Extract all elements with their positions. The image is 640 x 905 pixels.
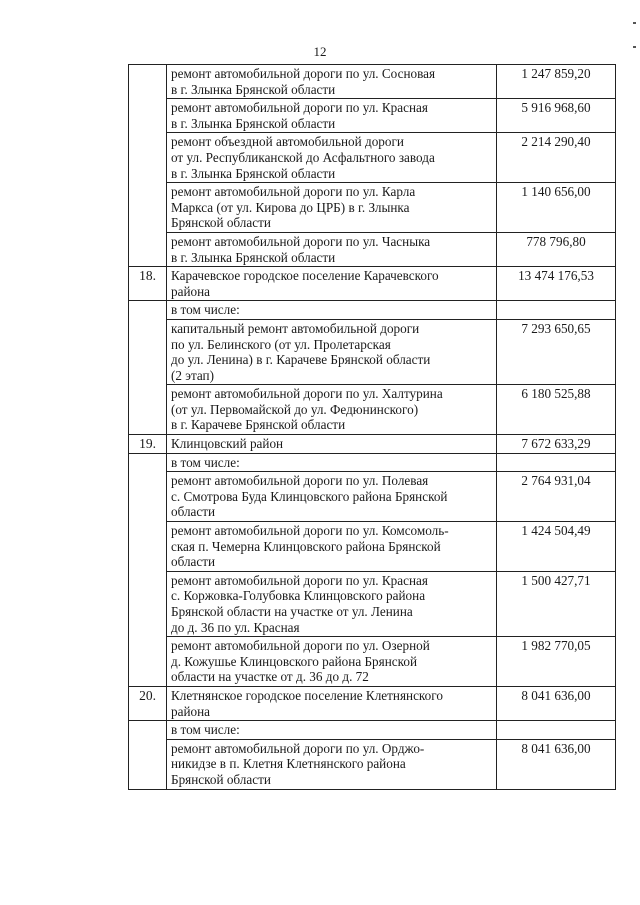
amount-cell xyxy=(497,721,616,740)
table-row xyxy=(129,686,616,720)
item-name-line: ремонт автомобильной дороги по ул. Сосновая xyxy=(171,66,436,81)
scan-edge-mark xyxy=(633,22,636,24)
table-row xyxy=(129,183,616,233)
item-name-line: ремонт автомобильной дороги по ул. Красная xyxy=(171,100,428,116)
item-name-cell xyxy=(167,686,497,720)
item-name-line: Клинцовский район xyxy=(171,436,284,452)
item-name-cell xyxy=(167,472,497,522)
table-row xyxy=(129,522,616,572)
table-row xyxy=(129,472,616,522)
item-name-cell xyxy=(167,99,497,133)
amount-cell: 2 764 931,04 xyxy=(497,472,616,522)
amount-cell: 5 916 968,60 xyxy=(497,99,616,133)
item-name-line: ремонт автомобильной дороги по ул. Орджо- xyxy=(171,740,425,756)
table-row xyxy=(129,385,616,435)
table-row xyxy=(129,65,616,99)
item-name-cell xyxy=(167,133,497,183)
item-name-line: по ул. Белинского (от ул. Пролетарская xyxy=(171,336,391,352)
item-name-cell xyxy=(167,267,497,301)
row-number-cell: 18. xyxy=(129,267,167,301)
page-number: 12 xyxy=(313,44,327,59)
item-name-cell xyxy=(167,183,497,233)
amount-cell xyxy=(497,453,616,472)
row-number-cell xyxy=(129,721,167,789)
amount-cell: 8 041 636,00 xyxy=(497,739,616,789)
amount-cell xyxy=(497,301,616,320)
table-row xyxy=(129,232,616,266)
item-name-cell xyxy=(167,385,497,435)
table-row xyxy=(129,435,616,454)
item-name-line: в том числе: xyxy=(171,302,240,318)
item-name-line: до д. 36 по ул. Красная xyxy=(171,619,300,635)
table-row xyxy=(129,133,616,183)
item-name-line: Клетнянское городское поселение Клетнянского xyxy=(171,687,443,703)
item-name-line: Карачевское городское поселение Карачевского xyxy=(171,268,439,284)
row-number-cell: 20. xyxy=(129,686,167,720)
item-name-line: в г. Злынка Брянской области xyxy=(171,115,336,131)
item-name-line: ремонт автомобильной дороги по ул. Карла xyxy=(171,184,416,200)
item-name-line: ская п. Чемерна Клинцовского района Брянской xyxy=(171,538,441,554)
item-name-cell xyxy=(167,301,497,320)
table-row xyxy=(129,453,616,472)
table-row xyxy=(129,721,616,740)
row-number-cell xyxy=(129,301,167,435)
item-name-line: ремонт автомобильной дороги по ул. Озерной xyxy=(171,638,430,654)
item-name-cell xyxy=(167,65,497,99)
table-row xyxy=(129,301,616,320)
item-name-line: в г. Злынка Брянской области xyxy=(171,165,336,181)
item-name-line: Брянской области на участке от ул. Ленина xyxy=(171,604,413,619)
road-repair-funding-table xyxy=(128,64,616,790)
item-name-line: до ул. Ленина) в г. Карачеве Брянской области xyxy=(171,352,431,368)
item-name-line: никидзе в п. Клетня Клетнянского района xyxy=(171,756,406,772)
item-name-line: (от ул. Первомайской до ул. Федюнинского) xyxy=(171,401,419,417)
item-name-line: Маркса (от ул. Кирова до ЦРБ) в г. Злынка xyxy=(171,199,410,215)
item-name-line: области xyxy=(171,504,216,520)
item-name-cell xyxy=(167,522,497,572)
item-name-cell xyxy=(167,721,497,740)
row-number-cell xyxy=(129,65,167,267)
item-name-cell xyxy=(167,739,497,789)
amount-cell: 1 982 770,05 xyxy=(497,637,616,687)
item-name-line: области на участке от д. 36 до д. 72 xyxy=(171,669,369,685)
item-name-cell xyxy=(167,571,497,636)
row-number-cell: 19. xyxy=(129,435,167,454)
item-name-line: района xyxy=(171,283,211,299)
item-name-cell xyxy=(167,637,497,687)
item-name-cell xyxy=(167,435,497,454)
item-name-line: д. Кожушье Клинцовского района Брянской xyxy=(171,653,418,669)
item-name-line: капитальный ремонт автомобильной дороги xyxy=(171,320,420,336)
table-row xyxy=(129,267,616,301)
item-name-line: ремонт автомобильной дороги по ул. Красная xyxy=(171,572,428,588)
item-name-line: ремонт автомобильной дороги по ул. Халтурина xyxy=(171,386,443,402)
amount-cell: 6 180 525,88 xyxy=(497,385,616,435)
scan-edge-mark xyxy=(633,46,636,48)
item-name-line: области xyxy=(171,554,216,570)
item-name-line: ремонт объездной автомобильной дороги xyxy=(171,134,404,150)
item-name-line: с. Смотрова Буда Клинцовского района Брянской xyxy=(171,488,448,504)
table-row xyxy=(129,99,616,133)
table-row xyxy=(129,571,616,636)
item-name-cell xyxy=(167,319,497,384)
amount-cell: 7 293 650,65 xyxy=(497,319,616,384)
table-row xyxy=(129,319,616,384)
item-name-cell xyxy=(167,453,497,472)
amount-cell: 1 140 656,00 xyxy=(497,183,616,233)
amount-cell: 1 424 504,49 xyxy=(497,522,616,572)
item-name-line: ремонт автомобильной дороги по ул. Полевая xyxy=(171,473,429,489)
item-name-line: ремонт автомобильной дороги по ул. Комсомоль- xyxy=(171,523,449,539)
amount-cell: 1 500 427,71 xyxy=(497,571,616,636)
item-name-line: в г. Злынка Брянской области xyxy=(171,249,336,265)
table-row xyxy=(129,739,616,789)
amount-cell: 2 214 290,40 xyxy=(497,133,616,183)
amount-cell: 778 796,80 xyxy=(497,232,616,266)
item-name-line: Брянской области xyxy=(171,215,271,231)
item-name-line: ремонт автомобильной дороги по ул. Часныка xyxy=(171,233,431,249)
item-name-line: в г. Карачеве Брянской области xyxy=(171,417,346,433)
row-number-cell xyxy=(129,453,167,686)
item-name-line: от ул. Республиканской до Асфальтного завода xyxy=(171,149,435,165)
table-body xyxy=(129,65,616,790)
amount-cell: 8 041 636,00 xyxy=(497,686,616,720)
item-name-cell xyxy=(167,232,497,266)
amount-cell: 13 474 176,53 xyxy=(497,267,616,301)
item-name-line: в том числе: xyxy=(171,454,240,470)
item-name-line: района xyxy=(171,703,211,719)
item-name-line: (2 этап) xyxy=(171,367,214,383)
table-row xyxy=(129,637,616,687)
item-name-line: с. Коржовка-Голубовка Клинцовского района xyxy=(171,588,426,604)
item-name-line: Брянской области xyxy=(171,771,271,787)
amount-cell: 7 672 633,29 xyxy=(497,435,616,454)
item-name-line: в том числе: xyxy=(171,722,240,738)
item-name-line: в г. Злынка Брянской области xyxy=(171,81,336,97)
amount-cell: 1 247 859,20 xyxy=(497,65,616,99)
